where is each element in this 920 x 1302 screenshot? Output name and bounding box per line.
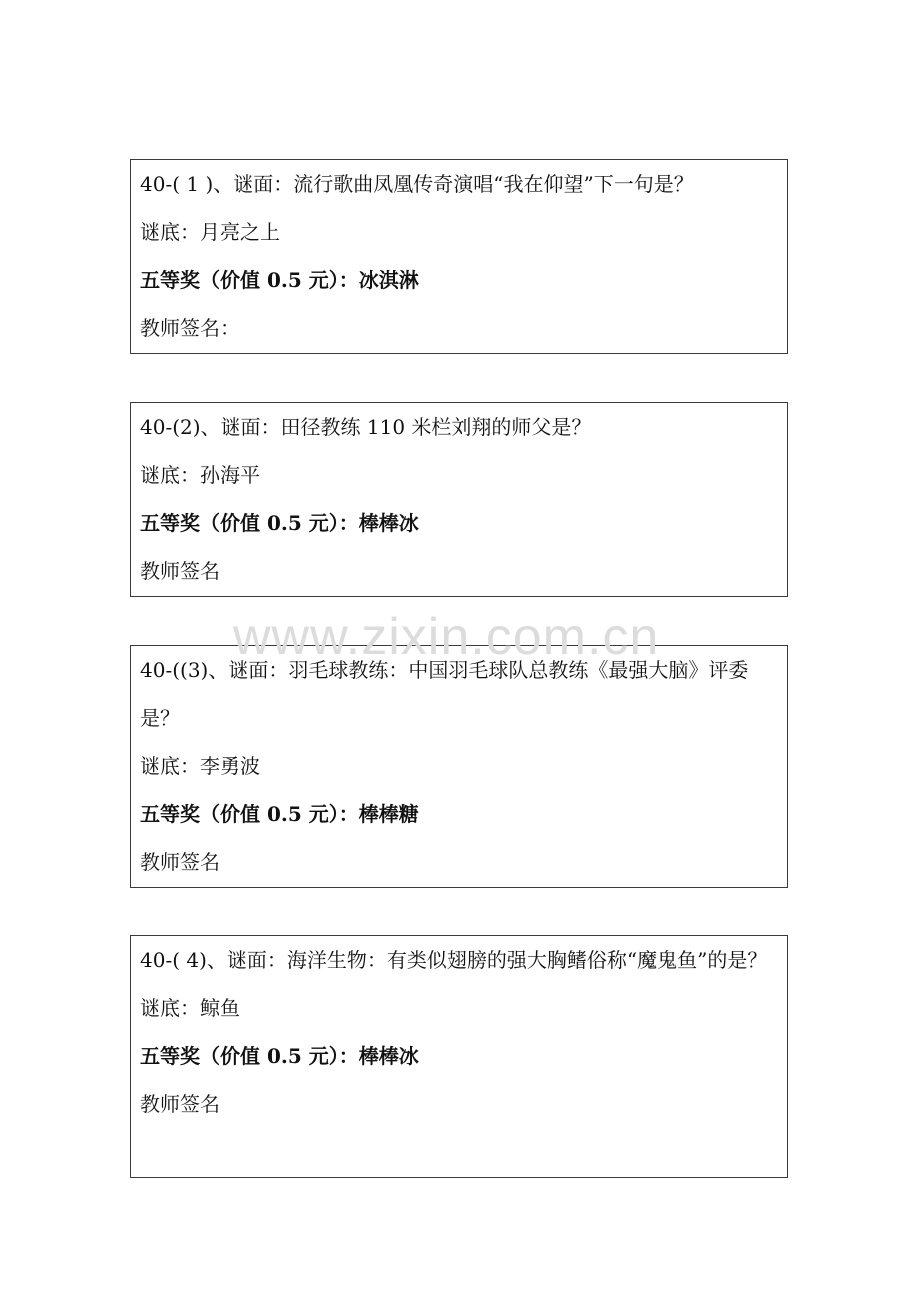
riddle-card-2	[130, 402, 788, 597]
riddle-prize: 五等奖（价值 0.5 元）：棒棒冰	[140, 511, 419, 535]
riddle-question: 40-( 4)、谜面：海洋生物：有类似翅膀的强大胸鳍俗称“魔鬼鱼”的是？	[140, 948, 768, 972]
riddle-card-3	[130, 645, 788, 888]
watermark: www.zixin.com.cn	[233, 608, 660, 666]
riddle-card-4	[130, 935, 788, 1178]
riddle-question: 40-( 1 )、谜面：流行歌曲凤凰传奇演唱“我在仰望”下一句是？	[140, 172, 694, 196]
teacher-signature: 教师签名	[140, 850, 220, 874]
riddle-prize: 五等奖（价值 0.5 元）：冰淇淋	[140, 268, 419, 292]
riddle-answer: 谜底：鲸鱼	[140, 996, 240, 1020]
riddle-answer: 谜底：月亮之上	[140, 220, 280, 244]
riddle-prize: 五等奖（价值 0.5 元）：棒棒冰	[140, 1044, 419, 1068]
riddle-question: 40-(2)、谜面：田径教练 110 米栏刘翔的师父是？	[140, 415, 592, 439]
riddle-card-1	[130, 159, 788, 354]
teacher-signature: 教师签名	[140, 1092, 220, 1116]
teacher-signature: 教师签名	[140, 559, 220, 583]
teacher-signature: 教师签名：	[140, 316, 240, 340]
riddle-answer: 谜底：孙海平	[140, 463, 260, 487]
riddle-question: 40-((3)、谜面：羽毛球教练：中国羽毛球队总教练《最强大脑》评委是？	[140, 658, 749, 730]
riddle-answer: 谜底：李勇波	[140, 754, 260, 778]
riddle-prize: 五等奖（价值 0.5 元）：棒棒糖	[140, 802, 419, 826]
